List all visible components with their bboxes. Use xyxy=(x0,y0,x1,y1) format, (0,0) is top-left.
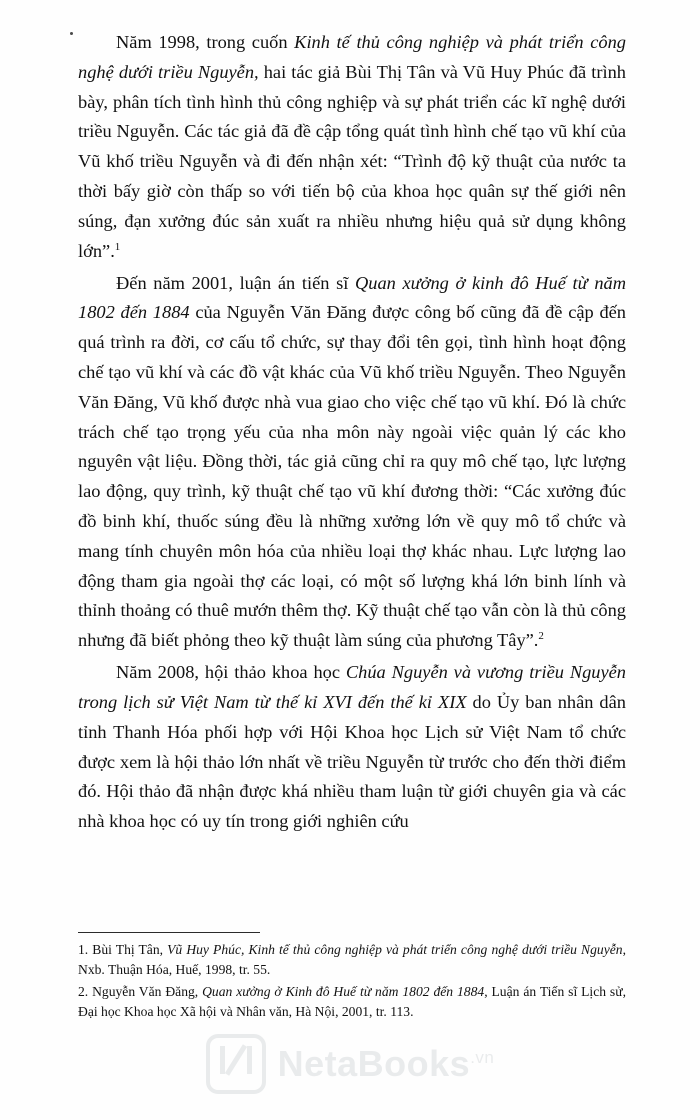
paragraph: Năm 1998, trong cuốn Kinh tế thủ công nghiệp và phát triển công nghệ dưới triều Nguyễn, hai tác giả Bùi Thị Tân và Vũ Huy Phúc đã trình bày, phân tích tình hình thủ công nghiệp và sự phát triển các kĩ nghệ dưới triều Nguyễn. Các tác giả đã đề cập tổng quát tình hình chế tạo vũ khí của Vũ khố triều Nguyễn và đi đến nhận xét: “Trình độ kỹ thuật của nước ta thời bấy giờ còn thấp so với tiến bộ của khoa học quân sự thế giới nên súng, đạn xưởng đúc sản xuất ra nhiều nhưng hiệu quả sử dụng không lớn”.$^1$ xyxy=(78,32,626,261)
footnote-entry: 1. Bùi Thị Tân, Vũ Huy Phúc, Kinh tế thủ công nghiệp và phát triển công nghệ dưới triều Nguyễn, Nxb. Thuận Hóa, Huế, 1998, tr. 55. xyxy=(78,942,626,977)
watermark-tld: .vn xyxy=(470,1048,495,1067)
page-corner-mark xyxy=(70,32,73,35)
watermark-brand: NetaBooks xyxy=(277,1043,471,1084)
netabooks-logo-icon xyxy=(206,1034,266,1094)
paragraph: Đến năm 2001, luận án tiến sĩ Quan xưởng ở kinh đô Huế từ năm 1802 đến 1884 của Nguyễn Văn Đăng được công bố cũng đã đề cập đến quá trình ra đời, cơ cấu tổ chức, sự thay đổi tên gọi, tình hình hoạt động chế tạo vũ khí và các đồ vật khác của Vũ khố triều Nguyễn. Theo Nguyễn Văn Đăng, Vũ khố được nhà vua giao cho việc chế tạo vũ khí. Đó là chức trách chế tạo trọng yếu của nha môn này ngoài việc quản lý các kho nguyên vật liệu. Đồng thời, tác giả cũng chỉ ra quy mô chế tạo, lực lượng lao động, quy trình, kỹ thuật chế tạo vũ khí đương thời: “Các xưởng đúc đồ binh khí, thuốc súng đều là những xưởng lớn về quy mô tổ chức và mang tính chuyên môn hóa của nhiều loại thợ khác nhau. Lực lượng lao động tham gia ngoài thợ các loại, có một số lượng khá lớn binh lính và thỉnh thoảng có thuê mướn thêm thợ. Kỹ thuật chế tạo vẫn còn là thủ công nhưng đã biết phỏng theo kỹ thuật làm súng của phương Tây”.$^2$ xyxy=(78,272,627,651)
footnote-separator xyxy=(78,932,260,933)
paragraph: Năm 2008, hội thảo khoa học Chúa Nguyễn và vương triều Nguyễn trong lịch sử Việt Nam từ thế kỉ XVI đến thế kỉ XIX do Ủy ban nhân dân tỉnh Thanh Hóa phối hợp với Hội Khoa học Lịch sử Việt Nam tổ chức được xem là hội thảo lớn nhất về triều Nguyễn từ trước cho đến thời điểm đó. Hội thảo đã nhận được khá nhiều tham luận từ giới chuyên gia và các nhà khoa học có uy tín trong giới nghiên cứu xyxy=(78,662,626,832)
watermark xyxy=(0,1034,700,1094)
body-text xyxy=(78,28,626,837)
watermark-text xyxy=(278,1043,495,1085)
page-content xyxy=(78,28,626,839)
footnotes xyxy=(78,940,626,1023)
footnote-entry: 2. Nguyễn Văn Đăng, Quan xưởng ở Kinh đô Huế từ năm 1802 đến 1884, Luận án Tiến sĩ Lịch sử, Đại học Khoa học Xã hội và Nhân văn, Hà Nội, 2001, tr. 113. xyxy=(78,983,626,1019)
